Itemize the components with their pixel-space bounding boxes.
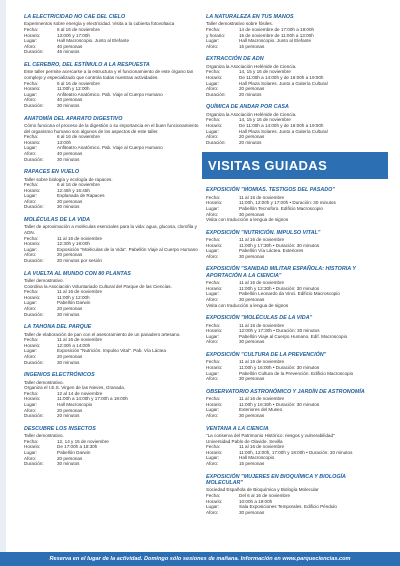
detail-value: 11:00h a 14:00h y 17:00h a 19:00h [57,396,128,402]
detail-value: 20 personas [57,252,83,258]
detail-value: 20 personas [57,353,83,359]
activity-title: MOLÉCULAS DE LA VIDA [24,217,90,224]
detail-value: 11 al 16 de noviembre [239,444,285,450]
detail-label: Fecha: [206,396,221,402]
detail-label: Fecha: [24,235,39,241]
detail-value: 30 minutos [57,359,80,365]
detail-label: Lugar: [206,128,220,134]
detail-label: Duración: [24,102,44,108]
activity-section [206,389,378,419]
detail-label: Fecha: [24,80,39,86]
detail-label: Fecha: [206,280,221,286]
detail-label: Lugar: [206,370,220,376]
detail-value: 14, 15 y 16 de noviembre [239,69,291,75]
activity-section [24,372,202,419]
detail-label: Horario: [206,242,223,248]
activity-description: Taller demostrativo. [24,433,64,439]
detail-value: Exposición "Moléculas de la Vida". Pabellón Viaje al Cuerpo Humano [57,246,198,252]
activity-description: Taller demostrativo. [24,278,64,284]
detail-value: 20 personas [57,198,83,204]
detail-value: 11:00h y 12:30h • Duración: 30 minutos [239,285,320,291]
detail-label: Lugar: [206,38,220,44]
activity-section [206,104,378,145]
detail-label: Duración: [24,413,44,419]
detail-label: Fecha: [24,182,39,188]
detail-value: 11 al 16 de noviembre [239,280,285,286]
detail-value: 30 minutos [57,311,80,317]
detail-value: 12:00h y 17:30h • Duración: 30 minutos [239,328,320,334]
detail-label: Lugar: [24,300,38,306]
activity-description: Experimentos sobre energía y electricidad. Visita a la cubierta fotovoltaica [24,21,175,27]
detail-value: Explanada de Rapaces [57,193,105,199]
activity-title: OBSERVATORIO ASTRONÓMICO Y JARDÍN DE ASTRONOMÍA [206,388,365,395]
detail-label: Duración: [24,461,44,467]
activity-section [206,56,378,97]
detail-value: 11:00h y 17:30h • Duración: 30 minutos [239,242,320,248]
activity-description: "La conserva del Patrimonio Histórico: riesgos y vulnerabilidad" [206,433,335,438]
detail-value: 11 al 16 de noviembre [239,359,285,365]
detail-value: 30 personas [239,211,265,217]
activity-section [24,324,202,365]
detail-value: De 11:00h a 14:00h y de 16:00h a 19:00h [239,122,324,128]
activity-section [24,426,202,467]
detail-value: 30 personas [239,297,265,303]
detail-label: Horario: [24,86,41,92]
detail-label: Aforo: [24,353,37,359]
detail-label: Horario: [206,365,223,371]
activity-description: Coordina la Asociación Voluntariado Cultural del Parque de las Ciencias. [24,283,172,289]
detail-label: Lugar: [206,291,220,297]
right-column [206,14,378,522]
detail-label: Fecha: [206,27,221,32]
detail-value: Anfiteatro Anatómico. Pab. Viaje al Cuerpo Humano [57,91,163,97]
detail-label: Fecha: [206,492,221,498]
detail-label: Horario: [206,498,223,504]
detail-value: 30 personas [239,413,265,418]
detail-value: 11:00h y 16:30h • Duración: 30 minutos [239,401,320,407]
activity-section [206,230,378,260]
detail-value: De 11:00h a 14:00h y de 16:00h a 19:00h [239,74,324,80]
detail-label: Aforo: [24,252,37,258]
detail-value: Pabellón Darwin [57,300,91,306]
activity-description: Sociedad Española de Bioquímica y Biología Molecular [206,487,319,493]
detail-label: Lugar: [24,145,38,151]
detail-label: Aforo: [24,455,37,461]
detail-label: Horario: [24,342,41,348]
detail-value: 40 personas [57,43,83,49]
detail-row [24,204,202,210]
detail-value: 20 minutos [57,413,80,419]
detail-label: Lugar: [206,80,220,86]
detail-label: Aforo: [206,134,219,140]
activity-title: LA ELECTRICIDAD NO CAE DEL CIELO [24,14,126,20]
activity-title: EXPOSICIÓN "CULTURA DE LA PREVENCIÓN" [206,352,327,359]
detail-value: 11 al 16 de noviembre [57,235,103,241]
detail-value: 40 personas [57,97,83,103]
detail-label: Aforo: [206,413,219,418]
detail-label: Fecha: [206,194,221,200]
detail-label: Fecha: [206,322,221,328]
left-column [24,14,202,474]
detail-value: 12 al 14 de noviembre [57,390,103,396]
detail-value: 30 personas [239,339,265,345]
detail-label: Fecha: [206,444,221,450]
detail-value: 15 personas [239,460,265,466]
guided-visits-list [206,187,378,515]
detail-label: Horario: [24,187,41,193]
detail-label: Fecha: [24,438,39,444]
detail-value: 11:00h, 12:00h, 17:00h y 18:00h • Duración: 30 minutos [239,449,353,455]
activity-description: Cómo funciona el proceso de la digestión o su importancia en el buen funcionamiento del organismo humano son algunos de los aspectos de este taller. [24,122,199,134]
detail-label: Fecha: [24,27,39,32]
detail-label: Horario: [206,449,223,455]
activity-title: EXPOSICIÓN "NUTRICIÓN. IMPULSO VITAL" [206,229,321,236]
detail-row [24,258,202,264]
activity-title: DESCUBRE LOS INSECTOS [24,425,96,432]
detail-value: Hall Plaza Solares. Junto a Galería Cultural [239,128,328,134]
detail-row [206,510,378,516]
detail-row [24,413,202,419]
detail-label: Fecha: [206,117,221,123]
detail-label: Duración: [24,49,44,55]
detail-label: Lugar: [24,401,38,407]
detail-row [24,49,202,55]
activity-section [206,315,378,345]
detail-value: Del 6 al 16 de noviembre [239,492,291,498]
detail-value: Anfiteatro Anatómico. Pab. Viaje al Cuerpo Humano [57,145,163,151]
detail-value: 6 al 16 de noviembre [57,27,100,32]
detail-value: Hall Macroscopio. Junto al Elefante [57,38,130,44]
detail-label: Lugar: [206,504,220,510]
detail-label: Fecha: [206,69,221,75]
detail-value: Exteriores del Museo [239,407,283,413]
detail-row [206,92,378,98]
detail-value: 20 personas [57,306,83,311]
detail-value: 11 al 16 de noviembre [239,237,285,243]
detail-value: 45 minutos [57,49,80,55]
detail-value: 6 al 16 de noviembre [57,80,100,86]
detail-label: Duración: [24,311,44,317]
detail-value: Pabellón Viaje al Cuerpo Humano. Edif. Macroscopio [239,333,348,339]
detail-value: 13:00h y 17:00h [57,32,90,38]
activity-section [206,474,378,516]
footer-note: Reserva en el lugar de la actividad. Domingo sólo sesiones de mañana. Información en www.parqueciencias.com [0,552,400,566]
activity-description: Este taller permite acercarse a la estructura y el funcionamiento de este órgano tan complejo y especializado que controla todas nuestras actividades. [24,69,194,80]
detail-value: 40 personas [57,150,83,156]
detail-label: Horario: [206,74,223,80]
activity-section [206,352,378,382]
visitas-guiadas-banner: VISITAS GUIADAS [202,152,388,179]
activity-description: Taller de aproximación a moléculas esenciales para la vida: agua, glucosa, clorofila y ADN. [24,224,197,236]
detail-value: 11 al 16 de noviembre [57,337,103,343]
detail-value: 13:00h [57,139,72,145]
activity-description: Taller demostrativo sobre fósiles. [206,21,273,27]
detail-label: Horario: [206,328,223,334]
detail-label: Lugar: [24,193,38,199]
detail-value: 20 personas [57,455,83,461]
detail-label: Aforo: [206,376,219,382]
detail-label: Aforo: [206,86,219,92]
detail-label: Lugar: [206,205,220,211]
activity-title: QUÍMICA DE ANDAR POR CASA [206,104,289,111]
detail-value: Sala Exposiciones Temporales. Edificio Péndulo [239,504,337,510]
activity-note: Visita con traducción a lengua de signos [206,302,289,308]
activity-description: Organiza la Asociación Helénide de Ciencia. [206,63,297,69]
detail-value: 20 personas [239,134,265,140]
detail-label: Duración: [24,258,44,264]
detail-label: Duración: [24,156,44,162]
detail-value: 11:00h y 12:00h [57,294,90,300]
activity-title: LA NATURALEZA EN TUS MANOS [206,14,294,20]
detail-label: Duración: [206,139,226,145]
detail-label: Horario: [206,200,223,206]
detail-value: 30 personas [239,509,265,515]
detail-label: Horario: [24,444,41,450]
detail-value: Exposición "Nutrición. Impulso Vital". Pab. Vía Láctea [57,348,166,354]
detail-row [24,461,202,467]
activity-section [206,187,378,222]
detail-value: 12:30h y 18:00h [57,241,90,247]
detail-label: Horario: [24,294,41,300]
detail-row [24,360,202,366]
activity-section [24,217,202,264]
detail-label: Lugar: [206,248,220,254]
detail-value: Hall Macroscopio [57,401,93,407]
detail-value: 30 personas [239,253,265,259]
detail-row [24,312,202,318]
activity-title: EXPOSICIÓN "MOLÉCULAS DE LA VIDA" [206,315,313,322]
detail-value: 15 de noviembre de 11:00h a 13:00h [239,32,314,38]
detail-label: Horario: [24,396,41,402]
activity-title: EL CEREBRO, DEL ESTÍMULO A LA RESPUESTA [24,61,150,68]
detail-label: Horario: [24,139,41,145]
detail-row [24,103,202,109]
detail-label: Lugar: [24,449,38,455]
workshops-right [206,14,378,145]
detail-value: 14, 15 y 16 de noviembre [239,117,291,123]
page-spine [0,0,6,552]
detail-row [206,339,378,345]
detail-value: 20 minutos [239,139,262,145]
activity-title: EXPOSICIÓN "MOMIAS. TESTIGOS DEL PASADO" [206,187,335,194]
activity-title: EXTRACCIÓN DE ADN [206,56,264,63]
activity-title: RAPACES EN VUELO [24,169,80,176]
detail-value: Pabellón Tecnoforo. Edificio Macroscopio [239,205,323,211]
activity-section [206,266,378,308]
detail-label: Horario: [206,401,223,407]
activity-title: EXPOSICIÓN "SANIDAD MILITAR ESPAÑOLA: HISTORIA Y APORTACIÓN A LA CIENCIA" [206,266,356,279]
detail-label: Aforo: [206,253,219,259]
detail-value: 20 personas [57,407,83,413]
detail-value: 30 minutos [57,156,80,162]
detail-label: Fecha: [24,337,39,343]
detail-value: 11 al 16 de noviembre [239,396,285,402]
detail-value: 15 personas [239,43,265,49]
detail-label: Lugar: [206,333,220,339]
activity-section [206,14,378,49]
detail-value: 12:30h a 14:00h [57,342,91,348]
detail-row [206,376,378,382]
activity-description: Taller sobre biología y ecología de rapaces. [24,176,113,182]
detail-value: Pabellón Darwin [57,449,91,455]
detail-value: 14 de noviembre de 17:00h a 19:00h [239,27,315,32]
activity-title: EXPOSICIÓN "MUJERES EN BIOQUÍMICA Y BIOLOGÍA MOLECULAR" [206,473,346,486]
detail-label: Aforo: [206,509,219,515]
activity-description: Organiza el I.E.S. Virgen de las Nieves, Granada. [24,385,126,391]
detail-label: Aforo: [24,407,37,413]
detail-row [206,140,378,146]
detail-value: 11 al 16 de noviembre [239,194,285,200]
detail-value: 6 al 16 de noviembre [57,134,100,140]
detail-label: y horario: [206,32,226,38]
detail-label: Duración: [24,204,44,210]
detail-value: 11:00h y 16:00h • Duración: 30 minutos [239,365,320,371]
detail-value: 11:00h y 12:00h [57,86,90,92]
detail-value: De 17:00h a 18:30h [57,444,98,450]
detail-label: Aforo: [206,297,219,303]
detail-label: Aforo: [24,43,37,49]
activity-title: LA TAHONA DEL PARQUE [24,324,92,331]
detail-value: 30 minutos [57,461,80,467]
detail-label: Fecha: [206,359,221,365]
activity-title: ANATOMÍA DEL APARATO DIGESTIVO [24,115,123,122]
detail-row [206,254,378,260]
detail-value: 30 minutos [57,204,80,210]
detail-value: Hall Macroscopio. Junto al Elefante [239,38,312,44]
detail-value: 6 al 16 de noviembre [57,182,100,188]
detail-value: 12:45h y 16:45h [57,187,90,193]
detail-value: Pabellón Vía Láctea. Exteriores [239,248,304,254]
activity-description: Organiza la Asociación Helénide de Ciencia. [206,111,297,117]
detail-label: Lugar: [24,348,38,354]
detail-value: Hall Plaza Solares. Junto a Galería Cultural [239,80,328,86]
activity-title: VENTANA A LA CIENCIA [206,425,269,432]
detail-label: Fecha: [24,289,39,295]
detail-label: Fecha: [24,390,39,396]
detail-label: Lugar: [206,407,220,413]
activity-section [24,62,202,109]
activity-description: Taller demostrativo. [24,379,64,385]
detail-label: Horario: [24,241,41,247]
detail-label: Aforo: [24,306,37,311]
detail-label: Lugar: [24,91,38,97]
activity-description: Taller de elaboración de pan con el asesoramiento de un panadero artesano. [24,331,181,337]
detail-label: Aforo: [206,43,219,49]
detail-label: Aforo: [24,97,37,103]
activity-description: Universidad Pablo de Olavide. Sevilla [206,438,283,444]
detail-value: 30 personas [239,376,265,382]
activity-section [24,116,202,163]
activity-note: Visita con traducción a lengua de signos [206,217,289,223]
detail-value: Pabellón Cultura de la Prevención. Edificio Macroscopio [239,370,354,376]
detail-label: Aforo: [206,460,219,466]
detail-row [206,461,378,467]
detail-label: Duración: [24,359,44,365]
activity-section [24,169,202,210]
detail-value: 11 al 16 de noviembre [239,322,285,328]
activity-section [206,426,378,467]
detail-value: 20 personas [239,86,265,92]
detail-label: Duración: [206,91,226,97]
detail-value: 20 minutos por sesión [57,258,102,264]
detail-value: 30 minutos [57,102,80,108]
detail-value: 10:00h a 19:00h [239,498,273,504]
detail-row [206,44,378,50]
detail-label: Horario: [206,122,223,128]
activity-title: LA VUELTA AL MUNDO CON 80 PLANTAS [24,270,131,277]
activity-section [24,271,202,318]
detail-row [24,157,202,163]
detail-label: Lugar: [206,455,220,461]
detail-value: 20 minutos [239,91,262,97]
detail-value: 11 al 16 de noviembre [57,289,103,295]
detail-label: Fecha: [24,134,39,140]
detail-row [206,297,378,303]
detail-value: Hall Macroscopio [239,455,275,461]
detail-label: Aforo: [206,339,219,345]
detail-label: Horario: [24,32,41,38]
detail-value: Pabellón Leonardo da Vinci. Edificio Macroscopio [239,291,340,297]
detail-label: Fecha: [206,237,221,243]
activity-section [24,14,202,55]
detail-label: Lugar: [24,38,38,44]
detail-label: Aforo: [24,150,37,156]
detail-label: Horario: [206,285,223,291]
detail-value: 12, 14 y 15 de noviembre [57,438,109,444]
detail-label: Aforo: [206,211,219,217]
activity-title: INGENIOS ELECTRÓNICOS [24,372,95,379]
detail-row [206,413,378,419]
detail-label: Aforo: [24,198,37,204]
detail-value: 11:00h, 12:00h y 17:00h • Duración: 30 minutos [239,200,336,206]
detail-label: Lugar: [24,246,38,252]
